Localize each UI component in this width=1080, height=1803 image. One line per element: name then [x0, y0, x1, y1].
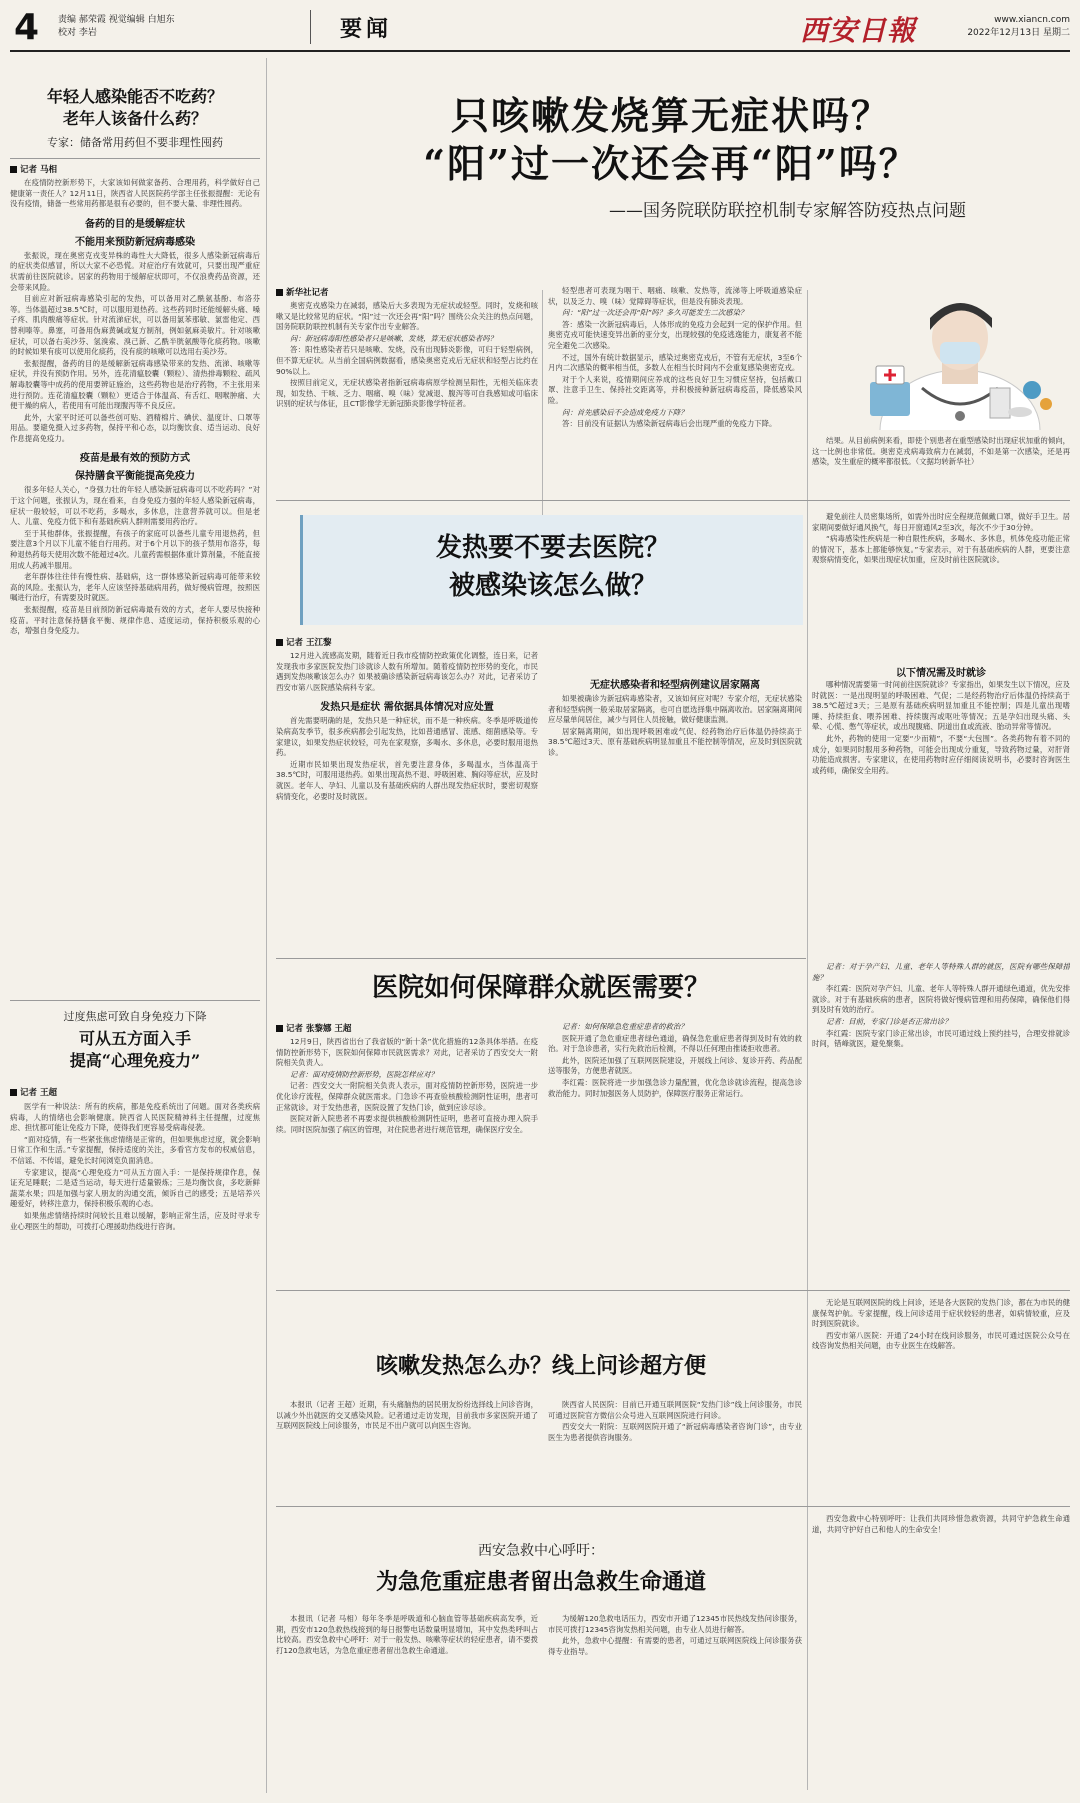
left-sub2a: 疫苗是最有效的预防方式: [80, 453, 190, 465]
doctor-illustration: [810, 270, 1070, 430]
paragraph: 李红霞：医院专家门诊正常出诊，市民可通过线上预约挂号，合理安排就诊时间，错峰就医，避免聚集。: [812, 1028, 1070, 1049]
paragraph: 此外，医院还加强了互联网医院建设，开展线上问诊、复诊开药、药品配送等服务，方便患者就医。: [548, 1055, 802, 1076]
paragraph: 不过，国外有统计数据显示，感染过奥密克戎后，不管有无症状，3至6个月内二次感染的概率相当低，多数人在相当长时间内不会重复感染奥密克戎。: [548, 352, 802, 373]
left-byline: 记者 马相: [10, 163, 260, 175]
proofreader-line: 校对 李岩: [58, 28, 97, 38]
header-meta: [952, 14, 1070, 40]
paragraph: 此外，急救中心提醒：有需要的患者，可通过互联网医院线上问诊服务获得专业指导。: [548, 1636, 802, 1656]
paragraph: 12月9日，陕西省出台了我省版的“新十条”优化措施的12条具体举措。在疫情防控新形势下，医院如何保障市民就医需求？对此，记者采访了西安交大一附院相关负责人。: [276, 1037, 538, 1068]
paragraph: 老年群体往往伴有慢性病、基础病，这一群体感染新冠病毒可能带来较高的风险。张振认为，老年人应该坚持基础病用药，做好慢病管理，按照医嘱进行治疗，有需要及时就医。: [10, 572, 260, 603]
paragraph: 如果焦虑情绪持续时间较长且难以缓解，影响正常生活，应及时寻求专业心理医生的帮助，可拨打心理援助热线进行咨询。: [10, 1210, 260, 1231]
hospital-title: 医院如何保障群众就医需要？: [371, 973, 710, 1003]
paragraph: 答：阳性感染者若只是咳嗽、发烧，没有出现肺炎影像，可归于轻型病例，但不算无症状。从当前全国病例数据看，感染奥密克戎后无症状和轻型占比约在90%以上。: [276, 345, 538, 376]
question: 记者：如何保障急危重症患者的救治？: [562, 1022, 688, 1031]
paragraph: 专家建议，提高“心理免疫力”可从五方面入手：一是保持规律作息，保证充足睡眠；二是适当运动，每天进行适量锻炼；三是均衡饮食，多吃新鲜蔬菜水果；四是加强与家人朋友的沟通交流，倾诉自己的感受；五是培养兴趣爱好，转移注意力，保持积极乐观的心态。: [10, 1167, 260, 1209]
paragraph: 此外，药物的使用一定要“少而精”，不要“大包围”。各类药物有着不同的成分，如果同时服用多种药物，可能会出现成分重复，导致药物过量，对肝肾功能造成损害。专家建议，在使用药物时应仔细阅读说明书，必要时咨询医生或药师，确保安全用药。: [812, 733, 1070, 775]
paragraph: 至于其他群体，张振提醒，有孩子的家庭可以备些儿童专用退热药，但要注意3个月以下儿童不能自行用药。对于6个月以下的孩子禁用布洛芬，每种退热药每天使用次数不能超过4次。儿童药需根据体重计算剂量，不能直接用成人药减半服用。: [10, 528, 260, 570]
paragraph: 记者：西安交大一附院相关负责人表示，面对疫情防控新形势，医院进一步优化诊疗流程，保障群众就医需求。门急诊不再查验核酸检测阴性证明，患者可正常就诊。对于发热患者，医院设置了发热门诊，做到应诊尽诊。: [276, 1081, 538, 1112]
main-article-col2: [548, 286, 802, 494]
question: 问：新冠病毒阳性感染者只是咳嗽、发烧，算无症状感染者吗？: [290, 333, 497, 343]
main-subtitle: ——国务院联防联控机制专家解答防疫热点问题: [609, 201, 966, 221]
paragraph: 医院开通了急危重症患者绿色通道，确保急危重症患者得到及时有效的救治。对于急诊患者，实行先救治后检测，不得以任何理由推诿拒收患者。: [548, 1033, 802, 1054]
box-title-1: 可从五方面入手: [78, 1029, 191, 1048]
site-url[interactable]: www.xiancn.com: [994, 15, 1070, 25]
left-box-article: [10, 1008, 260, 1233]
newspaper-logo: 西安日報: [800, 14, 917, 47]
hospital-article-col3: [812, 962, 1070, 1282]
paragraph: 李红霞：医院将进一步加强急诊力量配置，优化急诊就诊流程，提高急诊救治能力。同时加强医务人员防护，保障医疗服务正常运行。: [548, 1077, 802, 1098]
emergency-article: [276, 1614, 538, 1794]
paragraph: 对于个人来说，疫情期间应养成的这些良好卫生习惯应坚持，包括戴口罩、注意手卫生、保持社交距离等，并积极接种新冠病毒疫苗，降低感染风险。: [548, 374, 802, 405]
main-article-col3: [812, 436, 1070, 496]
paragraph: 本报讯（记者 马相）每年冬季是呼吸道和心脑血管等基础疾病高发季，近期，西安市120急救热线接到的每日报警电话数量明显增加，其中发热类呼叫占比较高。西安急救中心呼吁：对于一般发热、咳嗽等症状的轻症患者，请不要拨打120急救电话，为急危重症患者留出急救生命通道。: [276, 1614, 538, 1655]
box-kicker: 过度焦虑可致自身免疫力下降: [63, 1010, 207, 1023]
left-intro: 在疫情防控新形势下，大家该如何做家备药、合理用药，科学做好自己健康第一责任人？12月11日，陕西省人民医院药学部主任张振提醒：无论有没有疫情，储备一些常用药都是很有必要的，但不要大量、非理性囤药。: [10, 178, 260, 209]
paragraph: 如果被确诊为新冠病毒感染者，又该如何应对呢？专家介绍，无症状感染者和轻型病例一般采取居家隔离，也可自愿选择集中隔离收治。居家隔离期间应尽量单间居住，减少与同住人员接触，做好健康监测。: [548, 694, 802, 725]
paragraph: 本报讯（记者 王超）近期，有头痛脑热的居民朋友纷纷选择线上问诊咨询，以减少外出就医的交叉感染风险。记者通过走访发现，目前我市多家医院开通了互联网医院线上问诊服务，市民足不出户就可以向医生咨询。: [276, 1400, 538, 1431]
paragraph: 目前应对新冠病毒感染引起的发热，可以备用对乙酰氨基酚、布洛芬等。当体温超过38.5℃时，可以服用退热药。这些药同时还能缓解头痛、嗓子疼、肌肉酸痛等症状。针对流涕症状，可以备用氯苯那敏、氯雷他定、西替利嗪等。鼻塞，可备用伪麻黄碱或复方制剂，例如氨麻美敏片。针对咳嗽症状，可以备右美沙芬、氢溴索、溴己新、乙酰半胱氨酸等化痰药物。咳嗽的时候如果有痰可以使用化痰药，没有痰的咳嗽可以选用右美沙芬。: [10, 294, 260, 357]
paragraph: 近期市民如果出现发热症状，首先要注意身体，多喝温水，当体温高于38.5℃时，可服用退热药。如果出现高热不退、呼吸困难、胸闷等症状，应及时就医。老年人、孕妇、儿童以及有基础疾病的人群出现发热症状时，要密切观察病情变化，必要时及时就医。: [276, 759, 538, 801]
paragraph: 医院对新入院患者不再要求提供核酸检测阴性证明，患者可直接办理入院手续。同时医院加强了病区的管理，对住院患者进行规范管理，确保医疗安全。: [276, 1114, 538, 1134]
emergency-article-col2: [548, 1614, 802, 1794]
left-deck: 专家：储备常用药但不要非理性囤药: [47, 136, 223, 149]
paragraph: 答：感染一次新冠病毒后，人体形成的免疫力会起到一定的保护作用。但奥密克戎可能快速变异出新的亚分支，出现较强的免疫逃逸能力，康复者不能完全避免二次感染。: [548, 319, 802, 350]
fever-right-sub: 以下情况需及时就诊: [896, 668, 986, 679]
paragraph: 奥密克戎感染力在减弱，感染后大多表现为无症状或轻型。同时，发烧和咳嗽又是比较常见的症状。“阳”过一次还会再“阳”吗？围绕公众关注的热点问题，国务院联防联控机制有关专家作出专业解答。: [276, 301, 538, 332]
fever-sub1: 发热只是症状 需依据具体情况对应处置: [320, 702, 494, 714]
main-headline: [276, 92, 1066, 221]
doctor-icon: [810, 270, 1070, 430]
fever-title-1: 发热要不要去医院？: [435, 533, 670, 563]
fever-sub2: 无症状感染者和轻型病例建议居家隔离: [590, 680, 760, 691]
question: 记者：面对疫情防控新形势，医院怎样应对？: [290, 1069, 438, 1079]
fever-article-col2: [548, 636, 802, 914]
fever-title-2: 被感染该怎么做？: [448, 571, 657, 601]
paragraph: 很多年轻人关心，“身强力壮的年轻人感染新冠病毒可以不吃药吗？”对于这个问题，张振认为，现在看来，自身免疫力强的年轻人感染新冠病毒，症状一般较轻，可以不吃药，多喝水，多休息，注意营养就可以。但是老人、儿童、免疫力低下和有基础疾病人群则需要用药治疗。: [10, 485, 260, 527]
editors-line: 责编 郝荣霞 视觉编辑 白旭东: [58, 15, 175, 25]
paragraph: 李红霞：医院对孕产妇、儿童、老年人等特殊人群开通绿色通道，优先安排就诊。对于有基础疾病的患者，医院将做好慢病管理和用药保障，确保他们得到及时有效的治疗。: [812, 984, 1070, 1015]
paragraph: 西安交大一附院：互联网医院开通了“新冠病毒感染者咨询门诊”，由专业医生为患者提供咨询服务。: [548, 1422, 802, 1442]
emergency-title: 为急危重症患者留出急救生命通道: [375, 1569, 706, 1595]
left-title-1: 年轻人感染能否不吃药？: [46, 87, 223, 106]
issue-date: 2022年12月13日 星期二: [967, 28, 1070, 38]
question: 记者：对于孕产妇、儿童、老年人等特殊人群的就医，医院有哪些保障措施？: [812, 962, 1070, 982]
hospital-article: [276, 1022, 538, 1242]
paragraph: 首先需要明确的是，发热只是一种症状，而不是一种疾病。冬季是呼吸道传染病高发季节，很多疾病都会引起发热，比如普通感冒、流感、细菌感染等。专家建议，如果发热症状较轻，可先在家观察，多喝水、多休息，必要时服用退热药。: [276, 716, 538, 758]
hospital-article-col2: [548, 1022, 802, 1238]
main-title-2: “阳”过一次还会再“阳”吗？: [423, 141, 919, 186]
main-article: [276, 286, 538, 497]
paragraph: 避免前往人员密集场所，如需外出时应全程规范佩戴口罩，做好手卫生。居家期间要做好通风换气，每日开窗通风2至3次，每次不少于30分钟。: [812, 512, 1070, 532]
emergency-article-col3: [812, 1514, 1070, 1794]
paragraph: 陕西省人民医院：目前已开通互联网医院“发热门诊”线上问诊服务，市民可通过医院官方微信公众号进入互联网医院进行问诊。: [548, 1400, 802, 1420]
main-title-1: 只咳嗽发烧算无症状吗？: [450, 93, 891, 138]
left-sub1a: 备药的目的是缓解症状: [85, 218, 185, 230]
main-byline: 新华社记者: [276, 286, 538, 298]
paragraph: 按照目前定义，无症状感染者指新冠病毒病原学检测呈阳性，无相关临床表现，如发热、干咳、乏力、咽痛、嗅（味）觉减退、腹泻等可自我感知或可临床识别的症状与体征，且CT影像学无新冠肺炎影像学特征者。: [276, 378, 538, 409]
left-sub2b: 保持膳食平衡能提高免疫力: [75, 471, 195, 483]
emergency-kicker: 西安急救中心呼吁：: [478, 1543, 604, 1559]
question: 问：首先感染后不会造成免疫力下降？: [562, 407, 688, 417]
paragraph: 哪种情况需要第一时间前往医院就诊？专家指出，如果发生以下情况，应及时就医：一是出现明显的呼吸困难、气促；二是经药物治疗后体温仍持续高于38.5℃超过3天；三是原有基础疾病明显加重且不能控制；四是儿童出现嗜睡、持续拒食、喂养困难、持续腹泻或呕吐等情况；五是孕妇出现头痛、头晕、心慌、憋气等症状，或出现腹痛、阴道出血或流液、胎动异常等情况。: [812, 680, 1070, 732]
fever-right-col: [812, 512, 1070, 654]
paragraph: 西安急救中心特别呼吁：让我们共同珍惜急救资源，共同守护急救生命通道，共同守护好自己和他人的生命安全！: [812, 1514, 1070, 1534]
online-article-col2: [548, 1400, 802, 1498]
paragraph: 张振提醒，疫苗是目前预防新冠病毒最有效的方式，老年人要尽快接种疫苗。平时注意保持膳食平衡、规律作息、适度运动，保持积极乐观的心态，增强自身免疫力。: [10, 605, 260, 636]
paragraph: 西安市第八医院：开通了24小时在线问诊服务，市民可通过医院公众号在线咨询发热相关问题，由专业医生在线解答。: [812, 1330, 1070, 1351]
paragraph: “面对疫情，有一些紧张焦虑情绪是正常的，但如果焦虑过度，就会影响日常工作和生活。”专家提醒，保持适度的关注，多看官方发布的权威信息，不信谣、不传谣，避免长时间浏览负面消息。: [10, 1134, 260, 1165]
question: 问：“阳”过一次还会再“阳”吗？多久可能发生二次感染？: [562, 308, 748, 318]
left-title-2: 老年人该备什么药？: [62, 109, 207, 128]
question: 记者：目前，专家门诊是否正常出诊？: [826, 1016, 952, 1026]
hospital-byline: 记者 张黎娜 王超: [276, 1022, 538, 1034]
paragraph: 张振说，现在奥密克戎变异株的毒性大大降低，很多人感染新冠病毒后的症状类似感冒，所以大家不必恐慌。对症治疗有效就可，只要出现严重症状需前往医院就诊。居家的药物用于缓解症状即可，不仅浪费药品资源，还会带来风险。: [10, 250, 260, 292]
left-sub1b: 不能用来预防新冠病毒感染: [75, 236, 195, 248]
section-name: 要闻: [340, 17, 393, 42]
online-title: 咳嗽发热怎么办？线上问诊超方便: [375, 1353, 706, 1379]
paragraph: 轻型患者可表现为咽干、咽痛、咳嗽、发热等，流涕等上呼吸道感染症状，以及乏力、嗅（味）觉障碍等症状，但是没有肺炎表现。: [548, 286, 802, 306]
fever-intro: 12月进入流感高发期，随着近日我市疫情防控政策优化调整，连日来，记者发现我市多家医院发热门诊就诊人数有所增加。随着疫情防控形势的变化，市民遇到发热咳嗽该怎么办？如果被确诊感染新冠病毒该怎么办？对此，记者采访了西安市第八医院感染病科专家。: [276, 651, 538, 692]
fever-right-col2: [812, 680, 1070, 956]
fever-byline: 记者 王江黎: [276, 636, 538, 648]
page-number: 4: [14, 7, 40, 48]
fever-article: [276, 636, 538, 884]
paragraph: 此外，大家平时还可以备些创可贴、酒精棉片、碘伏、温度计、口罩等用品。要避免摄入过多药物，保持平和心态，以均衡饮食、适当运动、良好作息提高免疫力。: [10, 412, 260, 443]
box-title-2: 提高“心理免疫力”: [69, 1051, 201, 1070]
paragraph: 医学有一种说法：所有的疾病，都是免疫系统出了问题。面对各类疾病病毒，人的情绪也会影响健康。陕西省人民医院精神科主任提醒，过度焦虑、担忧都可能让免疫力下降，使得我们更容易受病毒侵袭。: [10, 1102, 260, 1133]
paragraph: 无论是互联网医院的线上问诊，还是各大医院的发热门诊，都在为市民的健康保驾护航。专家提醒，线上问诊适用于症状较轻的患者，如病情较重，应及时到医院就诊。: [812, 1298, 1070, 1329]
paragraph: 张振提醒，备药的目的是缓解新冠病毒感染带来的发热、流涕、咳嗽等症状，并没有预防作用。另外，连花清瘟胶囊（颗粒）、清热排毒颗粒、疏风解毒胶囊等中成药的使用要辨证施治，这些药物也是治疗药物，不主张用来进行预防。连花清瘟胶囊（颗粒）更适合于体温高、有舌红、咽喉肿痛、大便干燥的病人，若使用有可能出现腹泻等不良反应。: [10, 358, 260, 411]
paragraph: 为缓解120急救电话压力，西安市开通了12345市民热线发热问诊服务，市民可拨打12345咨询发热相关问题，由专业人员进行解答。: [548, 1614, 802, 1634]
paragraph: 答：目前没有证据认为感染新冠病毒后会出现严重的免疫力下降。: [562, 419, 777, 429]
editor-credits: [58, 14, 175, 40]
left-article: [10, 86, 260, 638]
fever-title-box: [300, 515, 803, 625]
paragraph: “病毒感染性疾病是一种自限性疾病，多喝水、多休息，机体免疫功能正常的情况下，基本上都能够恢复。”专家表示，对于有基础疾病的人群，更要注意观察病情变化，如果出现症状加重，应及时前往医院就诊。: [812, 534, 1070, 565]
paragraph: 结果。从目前病例来看，即使个别患者在重型感染时出现症状加重的倾向，这一比例也非常低。奥密克戎病毒致病力在减弱，不如是第一次感染，还是再感染，发生重症的概率都很低。（文据均转新华社）: [812, 436, 1070, 467]
box-byline: 记者 王超: [10, 1086, 260, 1098]
paragraph: 居家隔离期间，如出现呼吸困难或气促、经药物治疗后体温仍持续高于38.5℃超过3天、原有基础疾病明显加重且不能控制等情况，应及时到医院就诊。: [548, 726, 802, 757]
online-article: [276, 1400, 538, 1498]
online-article-col3: [812, 1298, 1070, 1498]
